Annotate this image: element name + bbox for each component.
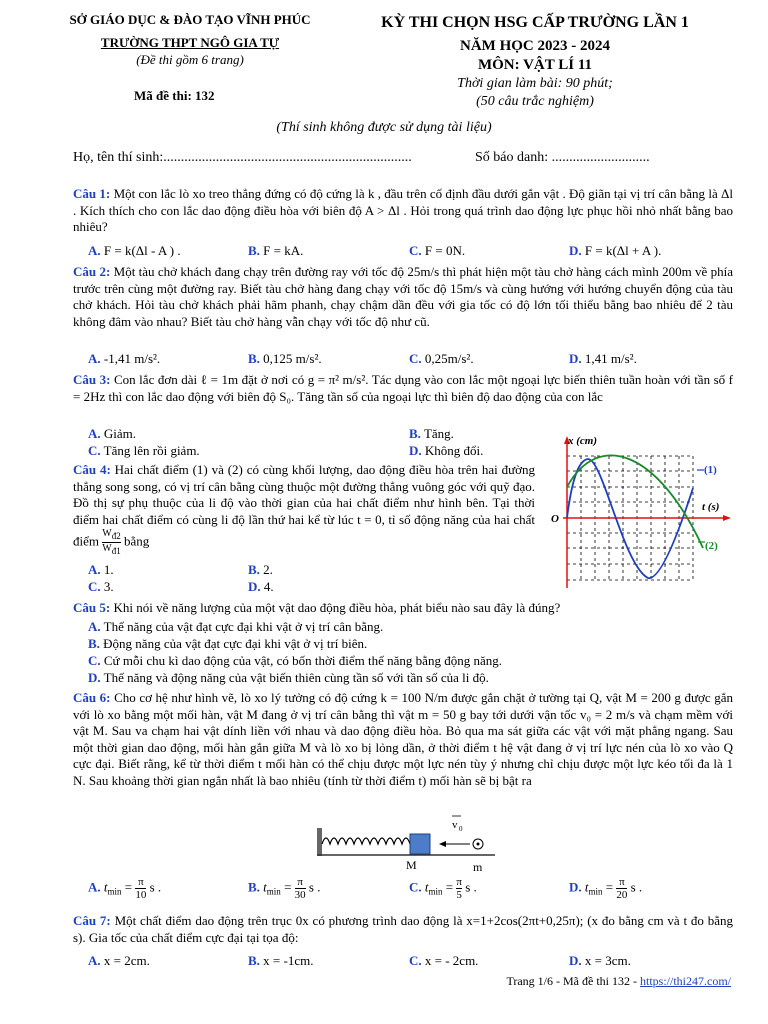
- spring: [322, 838, 410, 844]
- q6-option-c[interactable]: C. $t_{min}$ = $\frac{\pi}{5}$ s .: [409, 876, 477, 901]
- block-M: [410, 834, 430, 854]
- q2-option-c[interactable]: C. 0,25m/s².: [409, 351, 474, 366]
- q3-option-a[interactable]: A. Giảm.: [88, 426, 137, 441]
- exam-note: (Thí sinh không được sử dụng tài liệu): [276, 120, 492, 135]
- q6-option-a[interactable]: A. $t_{min}$ = $\frac{\pi}{10}$ s .: [88, 876, 162, 901]
- question-label: Câu 3:: [73, 372, 111, 387]
- question-text: Một tàu chở khách đang chạy trên đường ray với tốc độ 25m/s thì phát hiện một tàu chở hàng cách mình 200m về phía trước trên cùng một đường ray. Biết tàu chở hàng đang chạy với tốc độ 15m/s và cùng hướng với hướng chuyển động của tàu chở khách. Hỏi tàu chở khách phải hãm phanh, chạy chậm dần đều với gia tốc có độ lớn tối thiểu bằng bao nhiêu để 2 tàu không đâm vào nhau? Biết tàu chở hàng vẫn chạy với tốc độ như cũ.: [73, 264, 734, 329]
- dept-name: SỞ GIÁO DỤC & ĐÀO TẠO VĨNH PHÚC: [69, 12, 311, 27]
- question-5: [73, 600, 733, 617]
- graph-xlabel: t (s): [702, 501, 720, 513]
- exam-title: KỲ THI CHỌN HSG CẤP TRƯỜNG LẦN 1: [381, 14, 689, 31]
- candidate-name-line: Họ, tên thí sinh:.......................................................................: [73, 150, 412, 165]
- school-year: NĂM HỌC 2023 - 2024: [460, 38, 610, 54]
- svg-text:0: 0: [459, 825, 463, 833]
- question-3: [73, 372, 733, 405]
- page-footer: [506, 974, 731, 989]
- label-m: m: [473, 860, 483, 874]
- question-text: Hai chất điểm (1) và (2) có cùng khối lượng, dao động điều hòa trên hai đường thẳng song song, có vị trí cân bằng cùng thuộc một đường thẳng vuông góc với quỹ đạo. Đồ thị sự phụ thuộc của li độ vào thời gian của hai chất điểm như hình bên. Tại thời điểm hai chất điểm có cùng li độ lần thứ hai kể từ lúc t = 0, tỉ số động năng của hai chất điểm: [73, 462, 535, 549]
- q1-option-d[interactable]: D. F = k(Δl + A ).: [569, 243, 662, 258]
- q7-option-c[interactable]: C. x = - 2cm.: [409, 953, 479, 968]
- energy-ratio: $\frac{Wđ2}{Wđ1}$: [102, 528, 121, 556]
- question-count: (50 câu trắc nghiệm): [476, 94, 594, 109]
- q7-option-d[interactable]: D. x = 3cm.: [569, 953, 631, 968]
- wall: [317, 828, 322, 856]
- q1-option-b[interactable]: B. F = kA.: [248, 243, 304, 258]
- question-6: [73, 690, 733, 789]
- question-text: Cho cơ hệ như hình vẽ, lò xo lý tưởng có độ cứng k = 100 N/m được gắn chặt ở tường tại Q, vật M = 200 g được gắn với lò xo bằng một mối hàn, vật M đang ở vị trí cân bằng thì vật m = 50 g bay tới dưới vận tốc v₀ = 2 m/s và chạm mềm với vật M. Sau va chạm hai vật dính liền với nhau và dao động điều hòa. Bỏ qua ma sát giữa các vật với mặt phẳng ngang. Sau một thời gian dao động, mối hàn gắn giữa M và lò xo bị lỏng dần, ở thời điểm t hệ vật đang ở vị trí lực nén của lò xo vào Q cực đại. Biết rằng, kể từ thời điểm t mối hàn có thể chịu được một lực nén tùy ý nhưng chỉ chịu được một lực kéo tối đa là 1 N. Sau khoảng thời gian ngắn nhất là bao nhiêu (tính từ thời điểm t) mối hàn sẽ bị bật ra: [73, 690, 734, 788]
- spring-mass-figure: [315, 808, 515, 876]
- q5-option-d[interactable]: D. Thế năng và động năng của vật biến thiên cùng tần số với tần số của li độ.: [88, 670, 489, 685]
- question-7: [73, 913, 733, 946]
- question-label: Câu 2:: [73, 264, 111, 279]
- curve-2-label: (2): [705, 540, 718, 552]
- q3-option-d[interactable]: D. Không đổi.: [409, 443, 484, 458]
- velocity-label: v: [452, 819, 458, 831]
- q6-option-d[interactable]: D. $t_{min}$ = $\frac{\pi}{20}$ s .: [569, 876, 643, 901]
- question-1: [73, 186, 733, 236]
- curve-1-label: (1): [704, 464, 717, 476]
- candidate-id-line: Số báo danh: ............................: [475, 150, 650, 165]
- graph-origin: O: [551, 513, 559, 525]
- q2-option-d[interactable]: D. 1,41 m/s².: [569, 351, 637, 366]
- exam-code: Mã đề thi: 132: [134, 88, 215, 103]
- q5-option-a[interactable]: A. Thế năng của vật đạt cực đại khi vật ở vị trí cân bằng.: [88, 619, 384, 634]
- q4-option-c[interactable]: C. 3.: [88, 579, 114, 594]
- page-count: (Đề thi gồm 6 trang): [136, 52, 244, 67]
- q5-option-b[interactable]: B. Động năng của vật đạt cực đại khi vật ở vị trí biên.: [88, 636, 368, 651]
- q2-option-a[interactable]: A. -1,41 m/s².: [88, 351, 161, 366]
- question-label: Câu 4:: [73, 462, 111, 477]
- exam-time: Thời gian làm bài: 90 phút;: [457, 76, 613, 91]
- subject: MÔN: VẬT LÍ 11: [477, 57, 593, 73]
- school-name: TRƯỜNG THPT NGÔ GIA TỰ: [100, 35, 280, 50]
- q4-option-d[interactable]: D. 4.: [248, 579, 274, 594]
- question-text: Khi nói về năng lượng của một vật dao động điều hòa, phát biểu nào sau đây là đúng?: [113, 600, 561, 615]
- q2-option-b[interactable]: B. 0,125 m/s².: [248, 351, 322, 366]
- q4-option-b[interactable]: B. 2.: [248, 562, 273, 577]
- q3-option-c[interactable]: C. Tăng lên rồi giảm.: [88, 443, 200, 458]
- question-label: Câu 6:: [73, 690, 111, 705]
- q6-option-b[interactable]: B. $t_{min}$ = $\frac{\pi}{30}$ s .: [248, 876, 321, 901]
- question-label: Câu 5:: [73, 600, 111, 615]
- velocity-arrow: [439, 841, 446, 847]
- question-2: [73, 264, 733, 330]
- question-text: Một chất điểm dao động trên trục 0x có phương trình dao động là x=1+2cos(2πt+0,25π); (x đo bằng cm và t đo bằng s). Gia tốc của chất điểm cực đại tại tọa độ:: [73, 913, 734, 945]
- question-label: Câu 1:: [73, 186, 111, 201]
- question-label: Câu 7:: [73, 913, 111, 928]
- question-text: Con lắc đơn dài ℓ = 1m đặt ở nơi có g = π² m/s². Tác dụng vào con lắc một ngoại lực biến thiên tuần hoàn với tần số f = 2Hz thì con lắc dao động với biên độ S₀. Tăng tần số của ngoại lực thì biên độ dao động của con lắc: [73, 372, 734, 404]
- label-M: M: [406, 858, 417, 872]
- q1-option-a[interactable]: A. F = k(Δl - A ) .: [88, 243, 181, 258]
- q1-option-c[interactable]: C. F = 0N.: [409, 243, 466, 258]
- graph-ylabel: x (cm): [568, 435, 598, 447]
- question-text: Một con lắc lò xo treo thẳng đứng có độ cứng là k , đầu trên cố định đầu dưới gắn vật . Độ giãn tại vị trí cân bằng là Δl . Kích thích cho con lắc dao động điều hòa với biên độ A > Δl . Hỏi trong quá trình dao động lực phục hồi nhỏ nhất bằng bao nhiêu?: [73, 186, 733, 234]
- question-4: Câu 4: Hai chất điểm (1) và (2) có cùng khối lượng, dao động điều hòa trên hai đường thẳng song song, có vị trí cân bằng cùng thuộc một đường thẳng vuông góc với quỹ đạo. Đồ thị sự phụ thuộc của li độ vào thời gian của hai chất điểm như hình bên. Tại thời điểm hai chất điểm có cùng li độ lần thứ hai kể từ lúc t = 0, tỉ số động năng của hai chất điểm $\frac{Wđ2}{Wđ1}$ bằng: [73, 462, 535, 556]
- footer-text: Trang 1/6 - Mã đề thi 132 -: [506, 974, 640, 988]
- footer-link[interactable]: https://thi247.com/: [639, 974, 731, 988]
- q4-option-a[interactable]: A. 1.: [88, 562, 114, 577]
- q7-option-b[interactable]: B. x = -1cm.: [248, 953, 314, 968]
- q7-option-a[interactable]: A. x = 2cm.: [88, 953, 150, 968]
- displacement-graph: [548, 430, 733, 588]
- q5-option-c[interactable]: C. Cứ mỗi chu kì dao động của vật, có bốn thời điểm thế năng bằng động năng.: [88, 653, 502, 668]
- q3-option-b[interactable]: B. Tăng.: [409, 426, 454, 441]
